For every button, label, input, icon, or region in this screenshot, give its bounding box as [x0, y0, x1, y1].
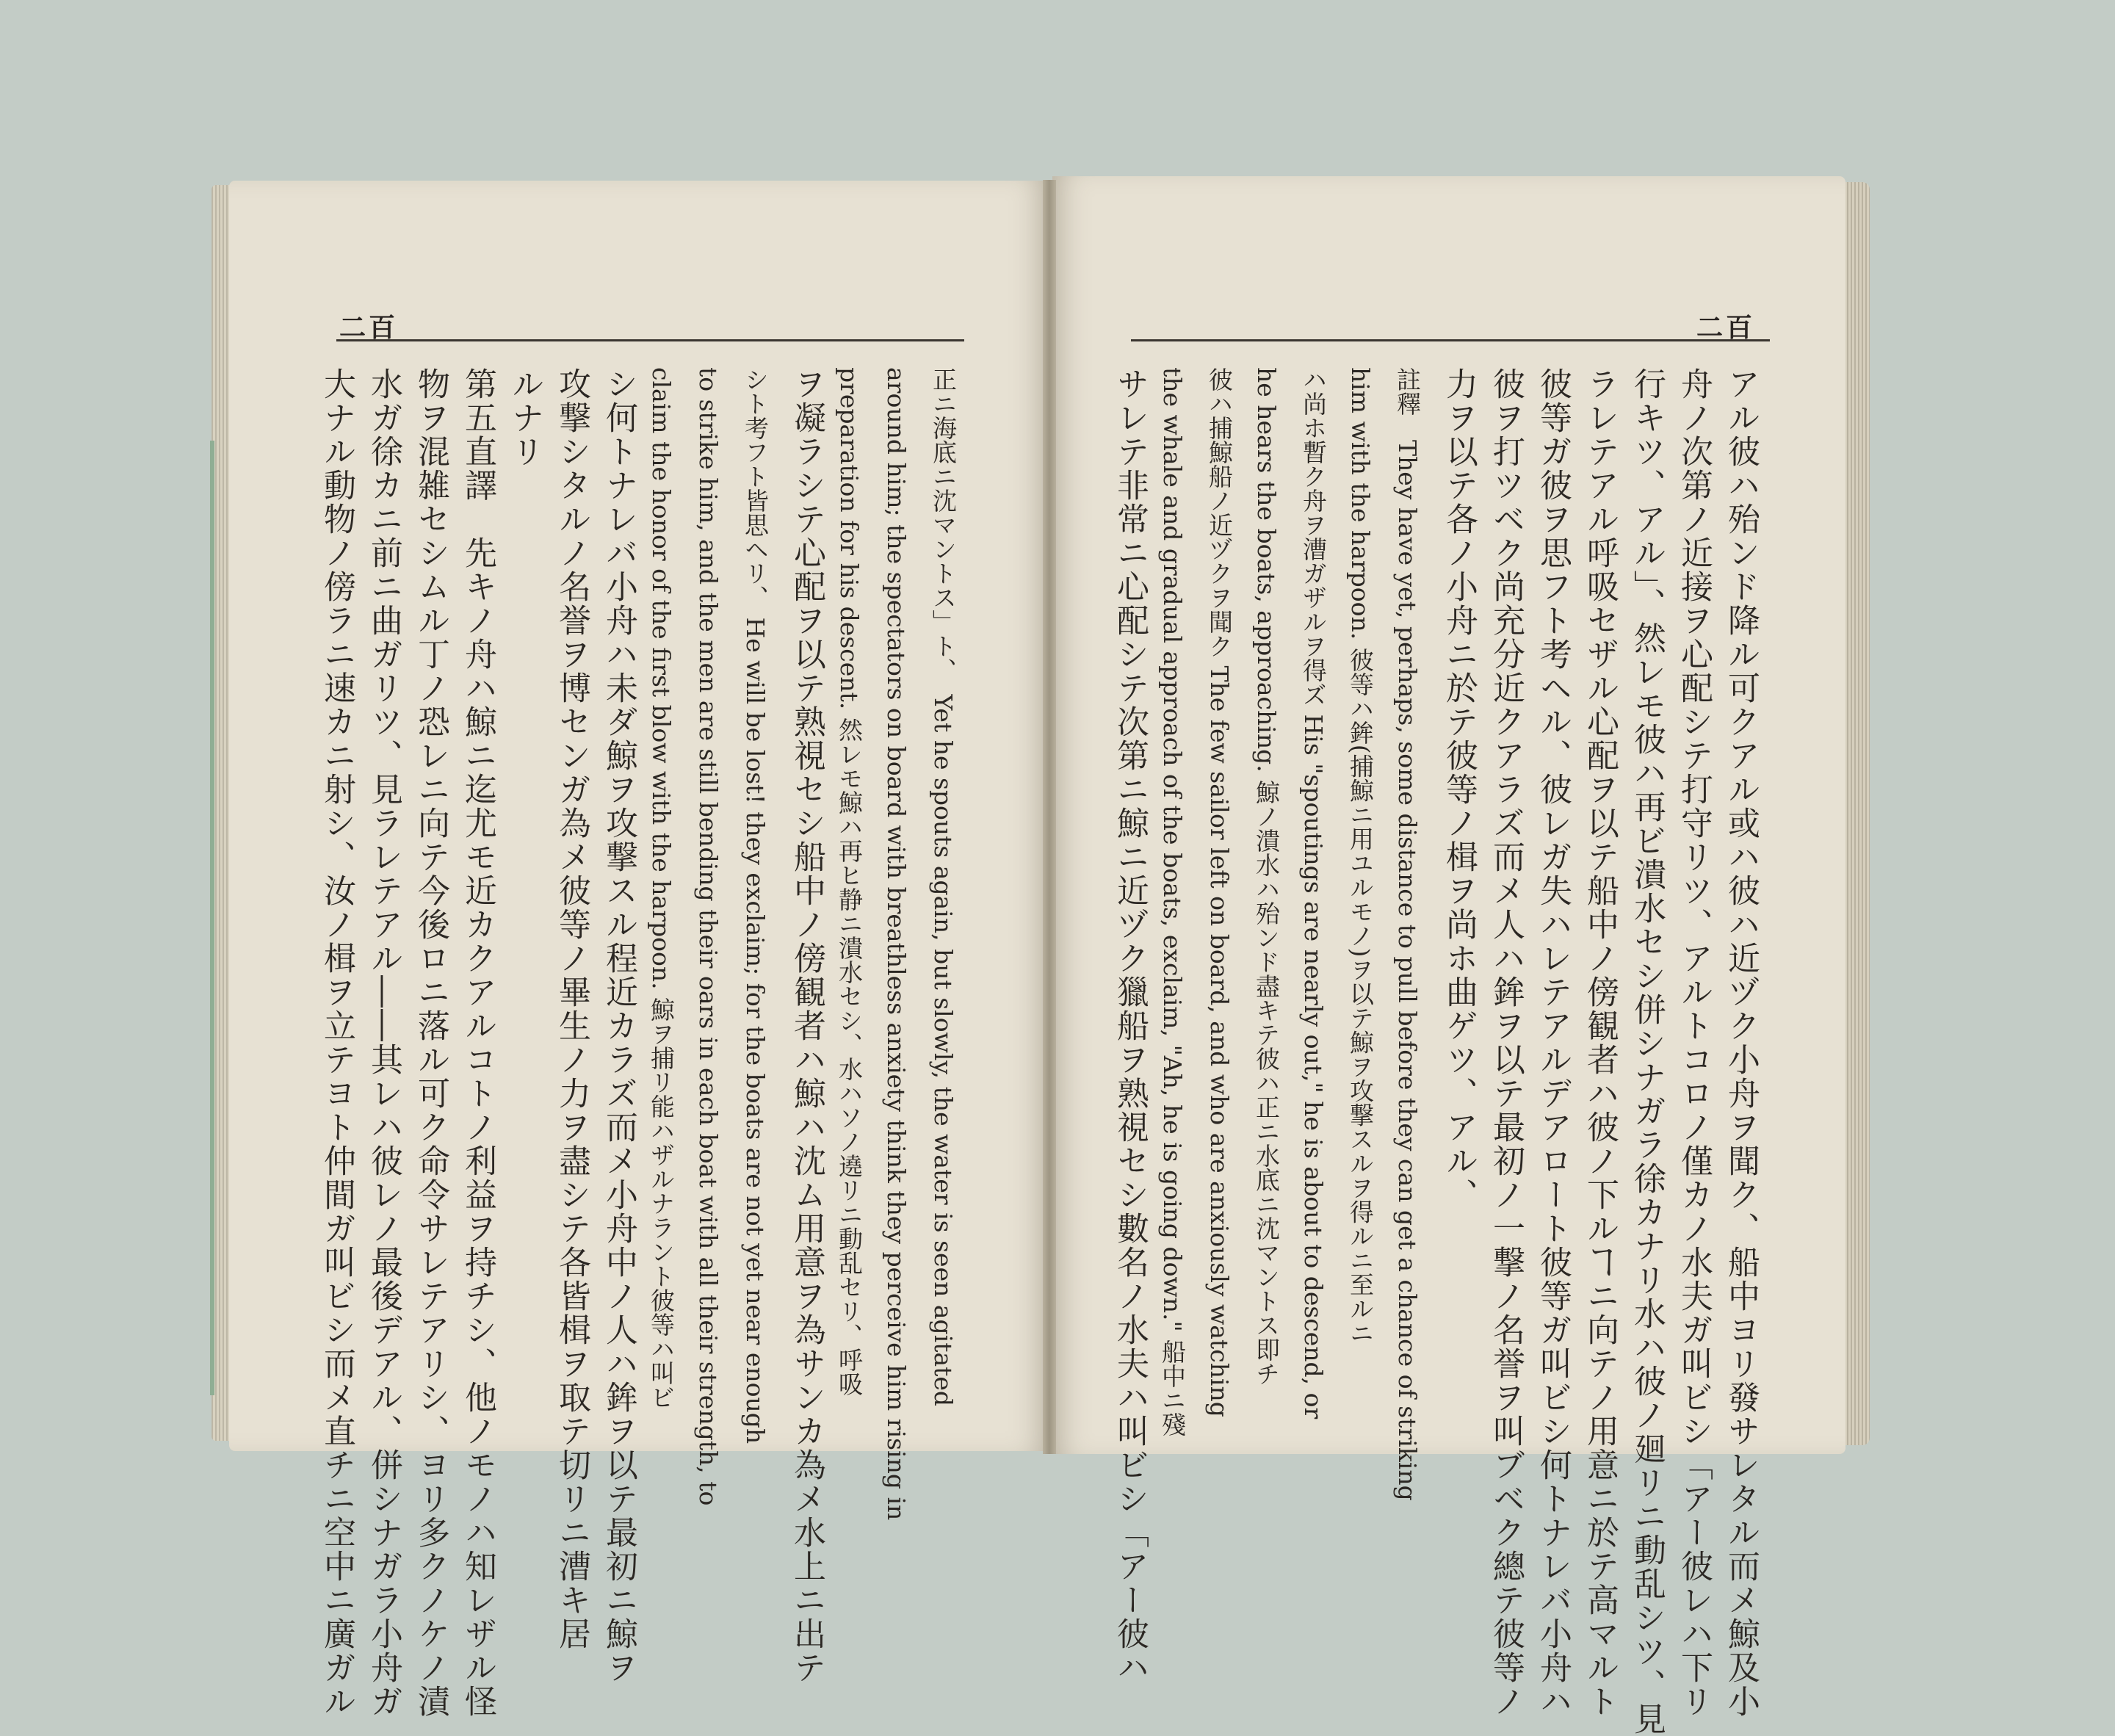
left-text-column: 攻撃シタルノ名誉ヲ博センガ為メ彼等ノ畢生ノ力ヲ盡シテ各皆楫ヲ取テ切リニ漕キ居: [553, 367, 590, 1651]
right-text-column: 彼ヲ打ツベク尚充分近クアラズ而メ人ハ鉾ヲ以テ最初ノ一撃ノ名誉ヲ叫ブベク總テ彼等ノ: [1487, 367, 1525, 1718]
right-text-column: 力ヲ以テ各ノ小舟ニ於テ彼等ノ楫ヲ尚ホ曲ゲツ、アル、: [1440, 367, 1478, 1212]
right-text-column: 彼等ガ彼ヲ思フト考ヘル、彼レガ失ハレテアルデアロート彼等ガ叫ビシ何トナレバ小舟ハ: [1534, 367, 1572, 1718]
left-header-rule: [336, 339, 964, 341]
right-text-column: 註釋 They have yet, perhaps, some distance to pull before they can get a chance of striking: [1393, 367, 1422, 1501]
left-text-column: to strike him, and the men are still bending their oars in each boat with all their strength, to: [694, 367, 723, 1506]
left-text-column: シト考フト皆思ヘリ、 He will be lost! they exclaim; for the boats are not yet near enough: [741, 367, 770, 1444]
right-text-column: the whale and gradual approach of the boats, exclaim, "Ah, he is going down." 船中ニ殘: [1158, 367, 1187, 1437]
right-text-column: 舟ノ次第ノ近接ヲ心配シテ打守リツ、アルトコロノ僅カノ水夫ガ叫ビシ「アー彼レハ下リ: [1675, 367, 1713, 1718]
left-text-column: 大ナル動物ノ傍ラニ速カニ射シ、汝ノ楫ヲ立テヨト仲間ガ叫ビシ而メ直チニ空中ニ廣ガル: [318, 367, 355, 1718]
left-text-column: 第五直譯 先キノ舟ハ鯨ニ迄尤モ近カクアルコトノ利益ヲ持チシ、他ノモノハ知レザル怪: [459, 367, 496, 1718]
left-text-column: シ何トナレバ小舟ハ未ダ鯨ヲ攻撃スル程近カラズ而メ小舟中ノ人ハ鉾ヲ以テ最初ニ鯨ヲ: [600, 367, 637, 1685]
left-text-column: around him; the spectators on board with breathless anxiety think they perceive him rising in: [882, 367, 911, 1521]
right-header-rule: [1131, 339, 1770, 341]
book-gutter: [1043, 180, 1056, 1454]
right-text-column: ラレテアル呼吸セザル心配ヲ以テ船中ノ傍観者ハ彼ノ下ルヿニ向テノ用意ニ於テ高マルト: [1581, 367, 1619, 1718]
left-text-column: claim the honor of the first blow with the harpoon. 鯨ヲ捕リ能ハザルナラント彼等ハ叫ビ: [647, 367, 676, 1410]
right-folio: 二百: [1696, 312, 1756, 343]
right-text-column: 彼ハ捕鯨船ノ近ヅクヲ聞ク The few sailor left on board, and who are anxiously watching: [1205, 367, 1234, 1417]
right-text-column: he hears the boats, approaching. 鯨ノ潰水ハ殆ンド盡キテ彼ハ正ニ水底ニ沈マントス即チ: [1252, 367, 1281, 1386]
left-text-column: 正ニ海底ニ沈マントス」ト、 Yet he spouts again, but slowly, the water is seen agitated: [929, 367, 958, 1407]
left-text-column: ルナリ: [506, 367, 543, 469]
right-text-column: ハ尚ホ暫ク舟ヲ漕ガザルヲ得ズ His "spoutings are nearly out," he is about to descend, or: [1299, 367, 1328, 1419]
left-text-column: 物ヲ混雑セシムル丁ノ恐レニ向テ今後ロニ落ル可ク命令サレテアリシ、ヨリ多クノケノ漬: [412, 367, 449, 1718]
left-folio: 二百: [339, 312, 399, 343]
left-text-column: preparation for his descent. 然レモ鯨ハ再ヒ静ニ潰水セシ、水ハソノ遶リニ動乱セリ、呼吸: [835, 367, 864, 1396]
right-text-column: サレテ非常ニ心配シテ次第ニ鯨ニ近ヅク獵船ヲ熟視セシ數名ノ水夫ハ叫ビシ「アー彼ハ: [1111, 367, 1149, 1685]
cover-edge: [210, 441, 214, 1395]
right-text-column: アル彼ハ殆ンド降ル可クアル或ハ彼ハ近ヅク小舟ヲ聞ク、船中ヨリ發サレタル而メ鯨及小: [1722, 367, 1760, 1718]
left-text-column: 水ガ徐カニ前ニ曲ガリツ、見ラレテアル――其レハ彼レノ最後デアル、併シナガラ小舟ガ: [365, 367, 402, 1718]
right-text-column: 行キツ、アル」、然レモ彼ハ再ビ潰水セシ併シナガラ徐カナリ水ハ彼ノ廻リニ動乱シツ、見: [1628, 367, 1666, 1736]
left-text-column: ヲ凝ラシテ心配ヲ以テ熟視セシ船中ノ傍観者ハ鯨ハ沈ム用意ヲ為サンカ為メ水上ニ出テ: [788, 367, 825, 1685]
right-text-column: him with the harpoon. 彼等ハ鉾(捕鯨ニ用ユルモノ)ヲ以テ鯨ヲ攻撃スルヲ得ルニ至ルニ: [1346, 367, 1375, 1345]
